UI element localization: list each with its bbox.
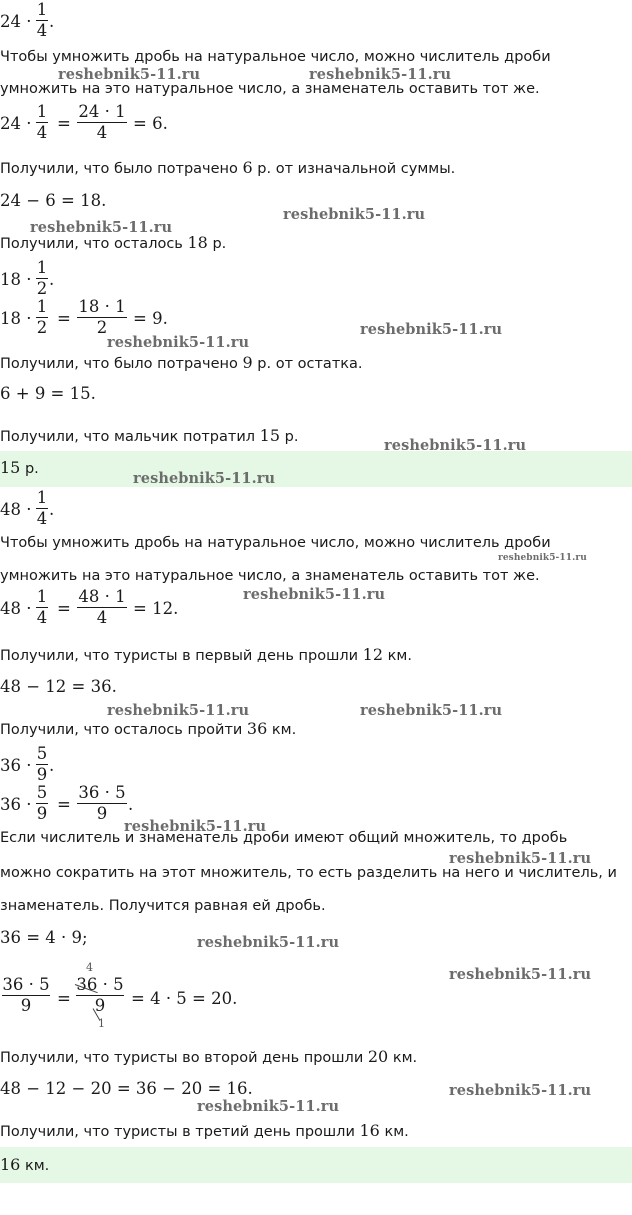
calc-lhs: 24 · (0, 114, 32, 133)
equals-sign: = (57, 989, 71, 1008)
watermark: reshebnik5-11.ru (133, 470, 276, 487)
period: . (49, 500, 55, 519)
fraction-numerator: 5 (36, 783, 48, 802)
fraction-denominator: 9 (36, 765, 48, 784)
answer-value: 15 (0, 458, 21, 477)
calc-lhs: 36 · (0, 795, 32, 814)
sentence-tail: р. (212, 236, 227, 252)
left-to-walk-line (0, 720, 296, 739)
rule-text-line2: умножить на это натуральное число, а знаменатель оставить тот же. (0, 81, 540, 97)
equals-sign: = (57, 114, 71, 133)
fraction-numerator: 1 (36, 488, 48, 507)
sentence-text: Получили, что мальчик потратил (0, 429, 256, 445)
watermark: reshebnik5-11.ru (449, 966, 592, 983)
fraction-denominator: 4 (36, 21, 48, 40)
watermark: reshebnik5-11.ru (498, 553, 587, 563)
fraction-numerator (76, 975, 124, 995)
period: . (49, 756, 55, 775)
rule-text-line2: умножить на это натуральное число, а знаменатель оставить тот же. (0, 568, 540, 584)
watermark: reshebnik5-11.ru (360, 321, 503, 338)
reduce-text-line3: знаменатель. Получится равная ей дробь. (0, 898, 326, 914)
answer-highlight-1 (0, 451, 632, 487)
calc-lhs: 48 · (0, 599, 32, 618)
fraction-product (77, 783, 127, 824)
equals-sign: = (57, 599, 71, 618)
day3-line (0, 1122, 409, 1141)
rule-text-line1: Чтобы умножить дробь на натуральное число, можно числитель дроби (0, 535, 551, 551)
period: . (128, 795, 134, 814)
fraction-denominator: 2 (36, 318, 48, 337)
watermark: reshebnik5-11.ru (107, 702, 250, 719)
calc-result: = 4 · 5 = 20. (131, 989, 238, 1008)
cancelled-denominator: 9 (94, 996, 106, 1015)
fraction-five-ninths (36, 744, 48, 785)
math-value: 12 (362, 645, 384, 664)
watermark: reshebnik5-11.ru (449, 1082, 592, 1099)
fraction-denominator: 4 (96, 123, 108, 142)
reduced-denominator-factor: 1 (98, 1017, 105, 1030)
math-value: 20 (367, 1047, 389, 1066)
answer-2 (0, 1156, 49, 1175)
calc-result: = 6. (133, 114, 168, 133)
answer-highlight-2 (0, 1147, 632, 1183)
sentence-text: Получили, что осталось (0, 236, 183, 252)
watermark: reshebnik5-11.ru (449, 850, 592, 867)
math-value: 6 (242, 158, 253, 177)
sentence-text: Получили, что осталось пройти (0, 722, 243, 738)
fraction-denominator: 4 (36, 608, 48, 627)
left-after-first-line (0, 234, 226, 253)
fraction-denominator: 2 (36, 279, 48, 298)
watermark: reshebnik5-11.ru (309, 66, 452, 83)
answer-unit: км. (24, 1158, 50, 1174)
fraction-one-quarter (36, 102, 48, 143)
fraction-denominator: 4 (36, 509, 48, 528)
spent-second-line (0, 354, 363, 373)
watermark: reshebnik5-11.ru (124, 818, 267, 835)
period: . (49, 12, 55, 31)
watermark: reshebnik5-11.ru (58, 66, 201, 83)
sentence-text: Получили, что туристы в третий день прошли (0, 1124, 355, 1140)
sentence-tail: км. (392, 1050, 418, 1066)
day2-line (0, 1048, 417, 1067)
fraction-numerator: 1 (36, 102, 48, 121)
reduce-text-line2: можно сократить на этот множитель, то есть разделить на него и числитель, и (0, 865, 617, 881)
fraction-numerator: 36 · 5 (78, 783, 126, 802)
expr-lhs: 24 · (0, 12, 32, 31)
calc-48-minus-12: 48 − 12 = 36. (0, 677, 117, 696)
calc-24-minus-6: 24 − 6 = 18. (0, 191, 107, 210)
sentence-text: Получили, что было потрачено (0, 356, 238, 372)
fraction-product (77, 297, 127, 338)
fraction-numerator: 1 (36, 258, 48, 277)
answer-value: 16 (0, 1155, 21, 1174)
watermark: reshebnik5-11.ru (243, 586, 386, 603)
math-value: 36 (246, 719, 268, 738)
expr-lhs: 18 · (0, 270, 32, 289)
sentence-tail: км. (384, 1124, 409, 1140)
answer-unit: р. (24, 461, 39, 477)
fraction-numerator: 24 · 1 (78, 102, 126, 121)
watermark: reshebnik5-11.ru (360, 702, 503, 719)
fraction-one-quarter (36, 587, 48, 628)
expr-lhs: 48 · (0, 500, 32, 519)
sentence-text: Получили, что туристы в первый день прошли (0, 648, 359, 664)
equals-sign: = (57, 795, 71, 814)
fraction-numerator: 5 (36, 744, 48, 763)
fraction-numerator: 36 · 5 (2, 975, 50, 994)
numerator-rest: · 5 (102, 975, 124, 994)
math-value: 18 (187, 233, 208, 252)
expr-lhs: 36 · (0, 756, 32, 775)
sentence-tail: км. (387, 648, 412, 664)
fraction-one-quarter (36, 488, 48, 529)
calc-day3: 48 − 12 − 20 = 36 − 20 = 16. (0, 1079, 253, 1098)
sentence-tail: р. (284, 429, 299, 445)
watermark: reshebnik5-11.ru (384, 437, 527, 454)
spent-first-line (0, 159, 455, 178)
fraction-denominator: 4 (96, 608, 108, 627)
calc-result: = 9. (133, 309, 168, 328)
sentence-tail: км. (271, 722, 297, 738)
watermark: reshebnik5-11.ru (30, 219, 173, 236)
fraction-product (77, 102, 127, 143)
math-value: 16 (359, 1121, 380, 1140)
sentence-text: Получили, что туристы во второй день прошли (0, 1050, 364, 1066)
sentence-tail: р. от изначальной суммы. (257, 161, 456, 177)
fraction-numerator: 1 (36, 0, 48, 19)
fraction-numerator: 1 (36, 297, 48, 316)
sentence-tail: р. от остатка. (257, 356, 363, 372)
fraction-one-half (36, 297, 48, 338)
watermark: reshebnik5-11.ru (107, 334, 250, 351)
fraction-numerator: 1 (36, 587, 48, 606)
reduce-text-line1: Если числитель и знаменатель дроби имеют общий множитель, то дробь (0, 830, 568, 846)
cancelled-numerator: 36 (76, 975, 98, 994)
equals-sign: = (57, 309, 71, 328)
watermark: reshebnik5-11.ru (197, 1098, 340, 1115)
fraction-denominator: 2 (96, 318, 108, 337)
fraction-denominator: 9 (96, 804, 108, 823)
fraction-denominator: 9 (36, 804, 48, 823)
period: . (49, 270, 55, 289)
calc-result: = 12. (133, 599, 179, 618)
sentence-text: Получили, что было потрачено (0, 161, 238, 177)
fraction-denominator: 4 (36, 123, 48, 142)
fraction-one-half (36, 258, 48, 299)
reduced-fraction (76, 975, 124, 1016)
math-value: 9 (242, 353, 253, 372)
fraction-five-ninths (36, 783, 48, 824)
fraction-product (77, 587, 127, 628)
calc-6-plus-9: 6 + 9 = 15. (0, 384, 96, 403)
fraction-product (2, 975, 50, 1016)
reduced-numerator-factor: 4 (86, 961, 93, 974)
answer-1 (0, 459, 39, 478)
fraction-denominator: 9 (20, 996, 32, 1015)
calc-lhs: 18 · (0, 309, 32, 328)
day1-line (0, 646, 412, 665)
fraction-one-quarter (36, 0, 48, 41)
rule-text-line1: Чтобы умножить дробь на натуральное число, можно числитель дроби (0, 49, 551, 65)
fraction-numerator: 48 · 1 (78, 587, 126, 606)
total-spent-line (0, 427, 298, 446)
watermark: reshebnik5-11.ru (283, 206, 426, 223)
watermark: reshebnik5-11.ru (197, 934, 340, 951)
factor-36: 36 = 4 · 9; (0, 928, 88, 947)
math-value: 15 (259, 426, 281, 445)
fraction-numerator: 18 · 1 (78, 297, 126, 316)
